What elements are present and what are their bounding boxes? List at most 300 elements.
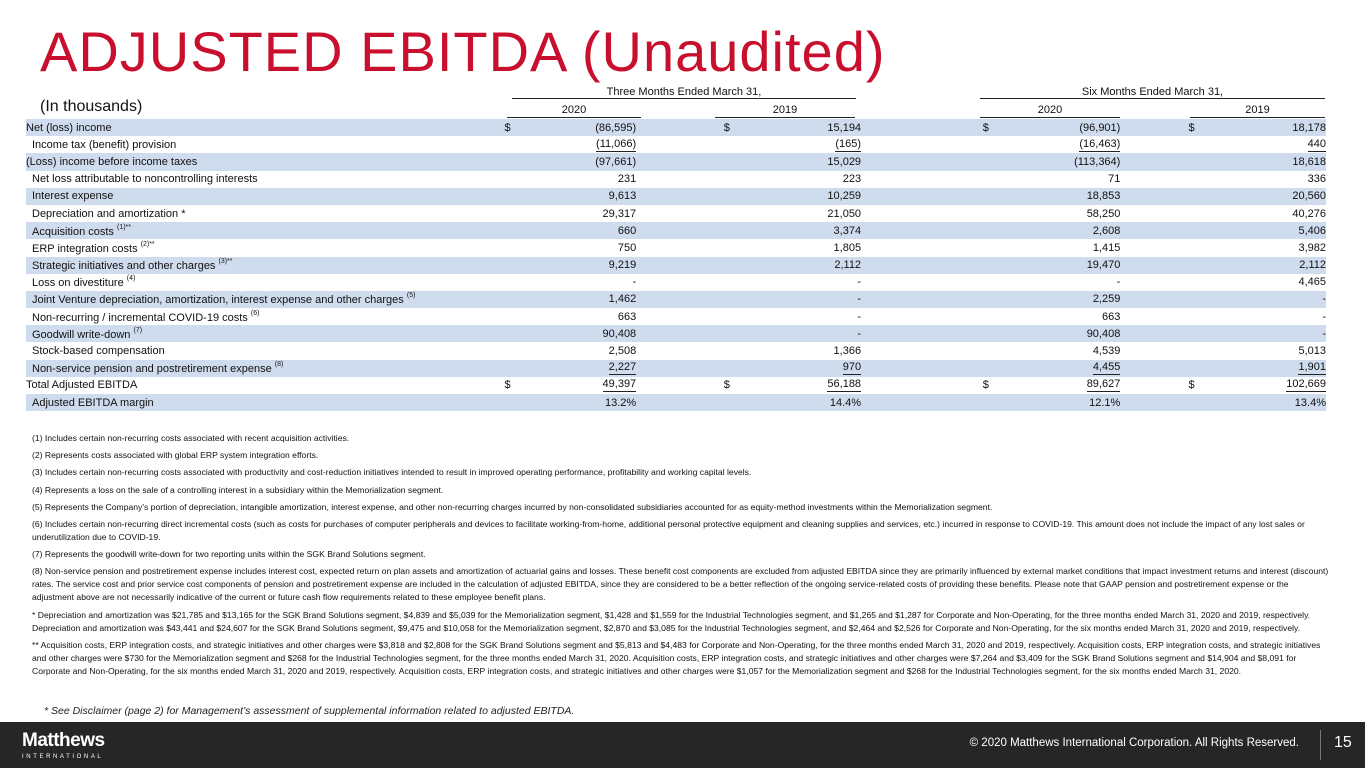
currency-cell [724,342,740,359]
value-text: 9,613 [608,190,637,203]
value-text: 18,618 [1292,155,1326,168]
row-label-text: Loss on divestiture [32,277,124,290]
currency-cell [724,257,740,274]
table-row [26,188,1326,205]
value-text: 15,194 [827,121,862,134]
value-cell [520,342,636,359]
currency-cell [505,394,521,411]
value-cell [740,342,862,359]
row-label-text: Interest expense [32,190,114,203]
currency-cell [724,188,740,205]
currency-cell [724,239,740,256]
value-cell [1204,153,1326,170]
page-title: ADJUSTED EBITDA (Unaudited) [40,20,886,83]
currency-cell [505,342,521,359]
table-row [26,394,1326,411]
value-text: - [857,310,862,323]
value-text: 663 [1101,310,1121,323]
currency-cell: $ [505,119,521,136]
spacer-cell [861,222,983,239]
footnotes [32,432,1332,682]
value-text: 18,853 [1086,190,1121,203]
value-cell [520,119,636,136]
footer-bar [0,722,1365,768]
currency-cell [983,394,999,411]
footnote: (7) Represents the goodwill write-down for two reporting units within the SGK Brand Solutions segment. [32,549,426,560]
spacer-cell [1120,377,1188,394]
value-text: (97,661) [595,155,637,168]
currency-cell [983,274,999,291]
spacer-cell [861,136,983,153]
currency-cell [505,291,521,308]
currency-cell [724,291,740,308]
value-cell [520,257,636,274]
currency-cell [1188,188,1204,205]
currency-cell [1188,136,1204,153]
value-text: - [857,293,862,306]
spacer-cell [636,325,724,342]
spacer-cell [861,291,983,308]
value-text: 2,608 [1092,224,1121,237]
spacer-cell [636,153,724,170]
value-cell [520,188,636,205]
currency-cell [983,239,999,256]
copyright-text: © 2020 Matthews International Corporation. All Rights Reserved. [969,737,1299,749]
spacer-cell [1120,119,1188,136]
value-text: - [1322,293,1326,306]
logo-wordmark: Matthews [22,730,105,751]
table-row [26,360,1326,377]
value-cell [520,239,636,256]
row-label [26,153,505,170]
currency-cell [1188,308,1204,325]
spacer-cell [861,274,983,291]
value-cell [1204,394,1326,411]
row-label [26,222,505,239]
value-text: 29,317 [602,207,637,220]
value-text: - [1322,327,1326,340]
value-cell [520,394,636,411]
row-label-text: Income tax (benefit) provision [32,138,177,151]
spacer-cell [636,222,724,239]
value-cell [998,257,1120,274]
table-row [26,291,1326,308]
spacer-cell [1120,342,1188,359]
currency-cell [983,188,999,205]
value-cell [740,377,862,394]
table-row [26,274,1326,291]
value-text: 231 [617,173,637,186]
value-text: - [857,327,862,340]
currency-cell [1188,222,1204,239]
footnote: (3) Includes certain non-recurring costs associated with productivity and cost-reduction initiatives intended to result in improved operating performance, profitability and working capital levels. [32,467,752,478]
value-cell [520,171,636,188]
currency-cell [724,153,740,170]
row-label-text: Non-recurring / incremental COVID-19 costs [32,311,248,324]
spacer-cell [636,119,724,136]
value-text: (96,901) [1079,121,1121,134]
value-cell [740,205,862,222]
value-text: 4,465 [1298,276,1326,289]
table-row [26,119,1326,136]
value-cell [1204,360,1326,377]
footer-divider [1320,730,1321,760]
value-text: 90,408 [1086,327,1121,340]
value-text: (165) [835,137,862,150]
value-text: 89,627 [1086,378,1121,391]
currency-cell [724,308,740,325]
value-cell [520,153,636,170]
footnote: ** Acquisition costs, ERP integration costs, and strategic initiatives and other charges were $3,818 and $2,808 for the SGK Brand Solutions segment and $5,813 and $4,483 for Corporate and Non-Operating, for the three months ended March 31, 2020 and 2019, respectively. Acquisition costs, ERP integration costs, and strategic initiatives and other charges were $730 for the Memorialization segment and $268 for the Industrial Technologies segment, for the three months ended March 31, 2020. Acquisition costs, ERP integration costs, and strategic initiatives and other charges were $7,264 and $3,409 for the SGK Brand Solutions segment and $14,904 and $8,091 for Corporate and Non-Operating, for the six months ended March 31, 2020 and 2019, respectively. Acquisition costs, ERP integration costs, and strategic initiatives and other charges were $1,057 for the Memorialization segment and $268 for the Industrial Technologies segment, for the six months ended March 31, 2020. [32,639,1321,676]
currency-cell [724,394,740,411]
spacer-cell [636,205,724,222]
value-cell [1204,171,1326,188]
currency-cell: $ [723,379,730,392]
disclaimer-note: * See Disclaimer (page 2) for Management’s assessment of supplemental information related to adjusted EBITDA. [44,705,575,717]
currency-cell [505,360,521,377]
row-label-text: Strategic initiatives and other charges [32,260,216,273]
value-cell [1204,188,1326,205]
value-text: 58,250 [1086,207,1121,220]
row-label-text: (Loss) income before income taxes [26,155,198,168]
table-row [26,239,1326,256]
value-cell [740,239,862,256]
value-text: (113,364) [1074,155,1121,168]
currency-cell [983,205,999,222]
value-text: 2,508 [608,345,637,358]
currency-cell [1188,257,1204,274]
footnote: (4) Represents a loss on the sale of a controlling interest in a subsidiary within the Memorialization segment. [32,484,444,495]
row-label [26,205,505,222]
currency-cell [505,222,521,239]
spacer-cell [636,377,724,394]
row-label [26,360,505,377]
adjusted-ebitda-table [26,119,1326,411]
value-cell [740,291,862,308]
table-row [26,325,1326,342]
value-cell [740,153,862,170]
row-label [26,136,505,153]
spacer-cell [861,153,983,170]
currency-cell [724,136,740,153]
currency-cell [1188,205,1204,222]
value-text: 5,406 [1298,224,1326,237]
value-cell [1204,308,1326,325]
spacer-cell [636,291,724,308]
currency-cell: $ [983,119,999,136]
currency-cell [505,308,521,325]
currency-cell [983,153,999,170]
spacer-cell [861,188,983,205]
value-cell [1204,291,1326,308]
currency-cell [505,205,521,222]
spacer-cell [1120,274,1188,291]
value-cell [520,205,636,222]
value-cell [740,222,862,239]
value-text: 13.4% [1294,396,1326,409]
value-cell [1204,274,1326,291]
spacer-cell [636,360,724,377]
group-rule [512,98,856,99]
value-text: 336 [1307,173,1326,186]
currency-cell [505,153,521,170]
value-text: 2,112 [1299,259,1326,272]
currency-cell [983,342,999,359]
row-label-text: ERP integration costs [32,242,138,255]
value-cell [998,291,1120,308]
footnote-ref: (8) [274,361,284,369]
row-label [26,257,505,274]
value-cell [740,394,862,411]
value-text: 1,901 [1298,361,1326,374]
currency-cell [505,136,521,153]
spacer-cell [861,308,983,325]
value-text: - [1116,276,1121,289]
page-number: 15 [1334,734,1352,751]
value-cell [998,222,1120,239]
table-row [26,342,1326,359]
footnote-ref: (4) [126,275,136,283]
value-text: 2,259 [1092,293,1121,306]
value-cell [998,119,1120,136]
value-cell [1204,119,1326,136]
currency-cell [724,222,740,239]
value-cell [998,308,1120,325]
value-text: 4,455 [1092,361,1121,374]
footnote: (8) Non-service pension and postretirement expense includes interest cost, expected return on plan assets and amortization of actuarial gains and losses. These benefit cost components are excluded from adjusted EBITDA since they are primarily influenced by external market conditions that impact investment returns and interest (discount) rates. The service cost and prior service cost components of pension and postretirement expense are included in the calculation of adjusted EBITDA, since they are considered to be a better reflection of the ongoing service-related costs of providing these benefits. Please note that GAAP pension and postretirement expense or the adjustment above are not necessarily indicative of the current or future cash flow requirements related to these employee benefit plans. [32,566,1329,603]
logo-subtext: INTERNATIONAL [22,754,104,760]
currency-cell [505,171,521,188]
currency-cell [983,171,999,188]
value-text: (16,463) [1079,137,1121,150]
value-cell [998,205,1120,222]
value-text: - [857,276,862,289]
value-cell [520,222,636,239]
table-row [26,153,1326,170]
value-cell [998,394,1120,411]
spacer-cell [1120,360,1188,377]
value-cell [1204,136,1326,153]
group-rule [980,98,1325,99]
value-cell [998,136,1120,153]
value-text: 15,029 [827,155,862,168]
value-cell [1204,222,1326,239]
footnote: (1) Includes certain non-recurring costs associated with recent acquisition activities. [32,433,350,443]
currency-cell [724,274,740,291]
value-cell [998,153,1120,170]
value-text: 2,112 [834,259,862,272]
currency-cell [1188,360,1204,377]
spacer-cell [1120,239,1188,256]
year-rule [980,117,1120,118]
currency-cell [505,239,521,256]
row-label-text: Net loss attributable to noncontrolling interests [32,173,258,186]
year-rule [1190,117,1325,118]
spacer-cell [636,239,724,256]
table-row [26,205,1326,222]
currency-cell [1188,239,1204,256]
spacer-cell [861,342,983,359]
currency-cell [724,360,740,377]
value-text: 21,050 [827,207,862,220]
value-cell [1204,377,1326,394]
value-cell [998,171,1120,188]
year-header: 2020 [561,104,587,116]
spacer-cell [1120,188,1188,205]
currency-cell [983,136,999,153]
row-label [26,239,505,256]
row-label [26,342,505,359]
currency-cell [1188,291,1204,308]
value-text: 440 [1307,137,1326,150]
value-text: 14.4% [829,396,862,409]
value-cell [740,188,862,205]
value-text: 40,276 [1292,207,1326,220]
footnote-ref: (1)** [117,223,132,231]
footnote: (5) Represents the Company's portion of depreciation, intangible amortization, interest expense, and other non-recurring charges incurred by non-consolidated subsidiaries accounted for as equity-method investments within the Memorialization segment. [32,501,993,512]
currency-cell [724,205,740,222]
value-text: (86,595) [595,121,637,134]
row-label [26,325,505,342]
year-header: 2019 [772,104,798,116]
value-cell [740,308,862,325]
value-cell [998,360,1120,377]
spacer-cell [636,342,724,359]
value-cell [740,325,862,342]
spacer-cell [1120,136,1188,153]
spacer-cell [636,188,724,205]
currency-cell [1188,394,1204,411]
footnote: * Depreciation and amortization was $21,785 and $13,165 for the SGK Brand Solutions segment, $4,839 and $5,039 for the Memorialization segment, $1,428 and $1,559 for the Industrial Technologies segment, and $1,265 and $1,287 for Corporate and Non-Operating, for the three months ended March 31, 2020 and 2019, respectively. Depreciation and amortization was $43,441 and $24,607 for the SGK Brand Solutions segment, $9,475 and $10,058 for the Memorialization segment, $2,870 and $3,085 for the Industrial Technologies segment, and $2,464 and $2,526 for Corporate and Non-Operating, for the six months ended March 31, 2020 and 2019, respectively. [32,609,1311,633]
value-text: 3,982 [1298,241,1326,254]
spacer-cell [636,257,724,274]
spacer-cell [636,308,724,325]
row-label [26,377,505,394]
group-header-three-months: Three Months Ended March 31, [606,86,762,98]
spacer-cell [1120,325,1188,342]
row-label-text: Non-service pension and postretirement expense [32,363,272,376]
currency-cell [1188,274,1204,291]
table-row [26,257,1326,274]
currency-cell [983,291,999,308]
value-cell [520,136,636,153]
value-cell [1204,342,1326,359]
value-cell [520,325,636,342]
value-text: 223 [842,173,862,186]
value-text: 1,462 [608,293,637,306]
row-label-text: Total Adjusted EBITDA [26,379,138,392]
footnote-ref: (7) [133,326,143,334]
footnote-ref: (2)** [140,240,155,248]
row-label [26,188,505,205]
spacer-cell [861,377,983,394]
spacer-cell [861,360,983,377]
spacer-cell [1120,171,1188,188]
value-text: - [632,276,637,289]
value-cell [998,342,1120,359]
spacer-cell [1120,205,1188,222]
value-text: 750 [617,241,637,254]
row-label [26,171,505,188]
value-cell [740,257,862,274]
currency-cell [505,257,521,274]
spacer-cell [1120,153,1188,170]
value-text: 1,366 [833,345,862,358]
company-logo [22,731,105,761]
value-cell [1204,257,1326,274]
currency-cell [1188,325,1204,342]
footnote-ref: (5) [406,292,416,300]
value-text: 56,188 [827,378,862,391]
row-label-text: Joint Venture depreciation, amortization, interest expense and other charges [32,294,404,307]
spacer-cell [636,136,724,153]
currency-cell: $ [1188,379,1195,392]
value-text: 102,669 [1286,378,1326,391]
footnote: (2) Represents costs associated with global ERP system integration efforts. [32,450,319,461]
currency-cell: $ [1188,119,1204,136]
spacer-cell [1120,308,1188,325]
year-rule [715,117,855,118]
currency-cell [983,360,999,377]
spacer-cell [636,394,724,411]
value-text: 5,013 [1298,345,1326,358]
value-text: 1,415 [1092,241,1121,254]
table-row [26,308,1326,325]
currency-cell [505,188,521,205]
row-label-text: Goodwill write-down [32,328,131,341]
value-text: 90,408 [602,327,637,340]
spacer-cell [636,171,724,188]
spacer-cell [861,119,983,136]
row-label-text: Net (loss) income [26,121,112,134]
value-text: 18,178 [1292,121,1326,134]
value-text: 970 [842,361,862,374]
currency-cell [724,171,740,188]
value-cell [998,377,1120,394]
spacer-cell [1120,394,1188,411]
value-text: 71 [1108,173,1121,186]
spacer-cell [1120,222,1188,239]
spacer-cell [861,205,983,222]
year-header: 2020 [1037,104,1063,116]
value-cell [520,274,636,291]
row-label [26,119,505,136]
value-text: (11,066) [596,137,637,150]
currency-cell [1188,153,1204,170]
value-text: 10,259 [827,190,862,203]
currency-cell: $ [724,119,740,136]
value-text: 49,397 [602,378,637,391]
row-label-text: Depreciation and amortization * [32,207,186,220]
currency-cell [1188,171,1204,188]
currency-cell [983,222,999,239]
table-row [26,171,1326,188]
footnote: (6) Includes certain non-recurring direct incremental costs (such as costs for purchases of computer peripherals and devices to facilitate working-from-home, additional personal protective equipment and cleaning supplies and services, etc.) incurred in response to COVID-19. This amount does not include the impact of any lost sales or underutilization due to COVID-19. [32,518,1305,542]
value-text: 2,227 [608,361,637,374]
value-cell [740,171,862,188]
row-label-text: Adjusted EBITDA margin [32,396,154,409]
currency-cell [505,325,521,342]
footnote-ref: (6) [250,309,260,317]
value-cell [1204,325,1326,342]
value-text: 9,219 [608,259,637,272]
value-text: 660 [617,224,637,237]
currency-cell [1188,342,1204,359]
row-label [26,308,505,325]
year-rule [507,117,641,118]
table-row [26,377,1326,394]
value-cell [740,119,862,136]
